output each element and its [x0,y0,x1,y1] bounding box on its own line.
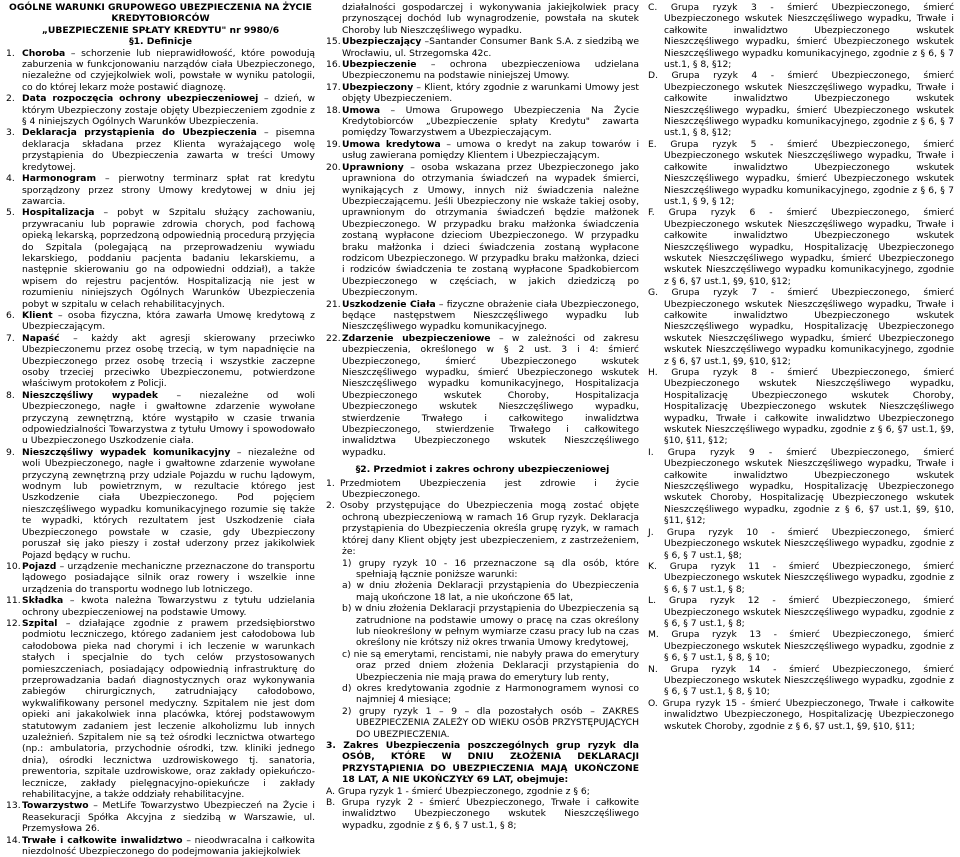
definition-number: 5. [6,207,15,219]
definition-item [326,139,639,162]
column-middle [326,2,640,831]
definition-item [6,447,315,561]
risk-groups-list [326,786,639,832]
definition-term: Ubezpieczenie [342,59,417,71]
scope-subitem: d) okres kredytowania zgodnie z Harmonogramem wynosi co najmniej 4 miesiące; [342,682,639,706]
definition-term: Hospitalizacja [22,207,95,219]
risk-group: D. Grupa ryzyk 4 - śmierć Ubezpieczonego, śmierć Ubezpieczonego wskutek Nieszczęśliwego wypadku, Trwałe i całkowite inwalidztwo Ubezpieczonego wskutek Nieszczęśliwego wypadku, śmierć Ubezpieczonego wskutek Nieszczęśliwego wypadku komunikacyjnego, zgodnie z § 6, § 7 ust.1, § 8, §12; [648,70,954,139]
risk-group: M. Grupa ryzyk 13 - śmierć Ubezpieczonego, śmierć Ubezpieczonego wskutek Nieszczęśliwego wypadku, zgodnie z § 6, § 7 ust.1, § 8, § 10; [648,629,954,664]
definition-term: Zdarzenie ubezpieczeniowe [342,332,491,344]
definition-term: Szpital [22,617,58,629]
column-right [648,2,954,732]
risk-group: C. Grupa ryzyk 3 - śmierć Ubezpieczonego, śmierć Ubezpieczonego wskutek Nieszczęśliwego wypadku, Trwałe i całkowite inwalidztwo Ubezpieczonego wskutek Nieszczęśliwego wypadku, śmierć Ubezpieczonego wskutek Nieszczęśliwego wypadku komunikacyjnego, zgodnie z § 6, § 7 ust.1, § 8, §12; [648,2,954,71]
risk-group: O. Grupa ryzyk 15 - śmierć Ubezpieczonego, Trwałe i całkowite inwalidztwo Ubezpieczonego, Hospitalizację Ubezpieczonego wskutek Choroby, zgodnie z § 6, §7 ust.1, §9, §10, §11; [648,697,954,732]
definition-number: 20. [326,161,341,173]
definition-text: – Umowa Grupowego Ubezpieczenia Na Życie Kredytobiorców „Ubezpieczenie spłaty Kredytu" zawarta pomiędzy Towarzystwem a Ubezpieczającym. [342,104,639,139]
definition-text: – dzień, w którym Ubezpieczony zostaje objęty Ubezpieczeniem zgodnie z § 4 niniejszych Ogólnych Warunków Ubezpieczenia. [22,93,315,128]
definition-item [6,93,315,127]
scope-list [326,478,639,558]
definition-item [326,333,639,458]
scope-item-text: Przedmiotem Ubezpieczenia jest zdrowie i życie Ubezpieczonego. [340,477,639,501]
definition-text: – osoba wskazana przez Ubezpieczonego jako uprawniona do otrzymania świadczeń na wypadek śmierci, wynikających z Umowy, innych niż świadczenia należne Ubezpieczającemu. Jeśli Ubezpieczony nie wskaże takiej osoby, uprawnionym do otrzymania świadczeń będzie małżonek Ubezpieczonego. W przypadku braku małżonka świadczenia zostaną wypłacone dzieciom Ubezpieczonego. W przypadku braku małżonka i dzieci świadczenia zostaną wypłacone rodzicom Ubezpieczonego. W przypadku braku małżonka, dzieci i rodziców świadczenia te zostaną wypłacone Spadkobiercom Ubezpieczonego w częściach, w jakich dziedziczą po Ubezpieczonym. [342,161,639,299]
definition-item [6,835,315,857]
definition-number: 19. [326,138,341,150]
scope-subpoint-2: 2) grupy ryzyk 1 – 9 – dla pozostałych osób – ZAKRES UBEZPIECZENIA ZALEŻY OD WIEKU OSÓB PRZYSTĘPUJĄCYCH DO UBEZPIECZENIA. [342,705,639,740]
definition-term: Umowa kredytowa [342,138,441,150]
definition-number: 7. [6,332,15,344]
definition-term: Pojazd [22,560,57,572]
doc-title-line2: KREDYTOBIORCÓW [111,13,210,25]
scope-item [326,478,639,501]
definition-number: 4. [6,173,15,185]
scope-item [326,500,639,557]
definition-number: 14. [6,834,21,846]
definition-term: Klient [22,309,53,321]
definition-number: 11. [6,595,21,607]
scope-item-text: Osoby przystępujące do Ubezpieczenia mogą zostać objęte ochroną ubezpieczeniową w ramach 16 Grup ryzyk. Deklaracja przystąpienia do Ubezpieczenia określa grupę ryzyk, w ramach której dany Klient objęty jest ubezpieczeniem, z zastrzeżeniem, że: [340,500,639,558]
definition-number: 1. [6,47,15,59]
definition-text: –Santander Consumer Bank S.A. z siedzibą we Wrocławiu, ul. Strzegomska 42c. [342,36,639,59]
definition-text: – urządzenie mechaniczne przeznaczone do transportu lądowego posiadające silnik oraz rowery i wszelkie inne urządzenia do transportu wodnego lub lotniczego. [22,560,315,595]
definition-term: Nieszczęśliwy wypadek [22,389,159,401]
definition-number: 18. [326,104,341,116]
definition-item [326,162,639,299]
definitions-list-cont [326,36,639,458]
definition-number: 9. [6,446,15,458]
definition-term: Ubezpieczony [342,81,414,93]
definition-item [6,618,315,801]
definition-text: – pobyt w Szpitalu służący zachowaniu, przywracaniu lub poprawie zdrowia chorych, pod fachową opieką lekarską, poprzedzoną odpowiednią procedurą przyjęcia do Szpitala (polegającą na przeprowadzeniu wywiadu lekarskiego, poddaniu pacjenta badaniu lekarskiemu, a następnie skierowaniu go na odpowiedni oddział), a także wpisem do rejestru pacjentów. Hospitalizacją nie jest w rozumieniu niniejszych Ogólnych Warunków Ubezpieczenia pobyt w szpitalu w celach rehabilitacyjnych. [22,207,315,310]
definition-term: Uprawniony [342,161,404,173]
definition-item [326,105,639,139]
definition-number: 13. [6,800,21,812]
definition-text: – umowa o kredyt na zakup towarów i usług zawierana pomiędzy Klientem i Ubezpieczającym. [342,138,640,162]
risk-group: I. Grupa ryzyk 9 - śmierć Ubezpieczonego, śmierć Ubezpieczonego wskutek Nieszczęśliwego wypadku, Trwałe i całkowite inwalidztwo Ubezpieczonego wskutek Nieszczęśliwego wypadku, Hospitalizację Ubezpieczonego wskutek Choroby, Hospitalizację Ubezpieczonego wskutek Nieszczęśliwego wypadku, zgodnie z § 6, §7 ust.1, §9, §10, §11, §12; [648,446,954,527]
definition-term: Nieszczęśliwy wypadek komunikacyjny [22,446,231,458]
definition-item [6,390,315,447]
scope-subitem: c) nie są emerytami, rencistami, nie nabyły prawa do emerytury oraz przed dniem złożenia Deklaracji przystąpienia do Ubezpieczenia nie mają prawa do emerytury lub renty, [342,648,639,683]
definition-term: Składka [22,595,64,607]
scope-subitem: b) w dniu złożenia Deklaracji przystąpienia do Ubezpieczenia są zatrudnione na podstawie umowy o pracę na czas określony lub nieokreślony w pełnym wymiarze czasu pracy lub na czas określony nie krótszy niż okres trwania Umowy kredytowej, [342,603,639,649]
definition-item [6,207,315,310]
definition-number: 6. [6,309,15,321]
doc-title-line3: „UBEZPIECZENIE SPŁATY KREDYTU" nr 9980/6 [41,24,280,36]
section-heading-scope: §2. Przedmiot i zakres ochrony ubezpieczeniowej [355,464,610,476]
definition-text: – fizyczne obrażenie ciała Ubezpieczonego, będące następstwem Nieszczęśliwego wypadku lub Nieszczęśliwego wypadku komunikacyjnego. [342,298,639,333]
definition-item [6,310,315,333]
risk-group: E. Grupa ryzyk 5 - śmierć Ubezpieczonego, śmierć Ubezpieczonego wskutek Nieszczęśliwego wypadku, Trwałe i całkowite inwalidztwo Ubezpieczonego wskutek Nieszczęśliwego wypadku, śmierć Ubezpieczonego wskutek Nieszczęśliwego wypadku komunikacyjnego, zgodnie z § 6, § 7 ust.1, § 9, § 12; [648,138,954,207]
definition-text: – pierwotny terminarz spłat rat kredytu sporządzony przez strony Umowy kredytowej w dniu jej zawarcia. [22,173,315,207]
scope-subpoint-1-items [326,580,639,705]
risk-group: B. Grupa ryzyk 2 - śmierć Ubezpieczonego, Trwałe i całkowite inwalidztwo Ubezpieczonego wskutek Nieszczęśliwego wypadku, zgodnie z § 6, § 7 ust.1, § 8; [326,797,639,831]
scope-item-number: 2. [326,500,335,512]
definition-item [6,48,315,94]
definition-item [6,800,315,834]
risk-group: K. Grupa ryzyk 11 - śmierć Ubezpieczonego, śmierć Ubezpieczonego wskutek Nieszczęśliwego wypadku, zgodnie z § 6, § 7 ust.1, § 8; [648,560,954,595]
definition-number: 17. [326,81,341,93]
definition-term: Deklaracja przystąpienia do Ubezpieczenia [22,127,257,139]
definition-number: 8. [6,389,15,401]
definition-text: – każdy akt agresji skierowany przeciwko Ubezpieczonemu przez osobę trzecią, w tym napadnięcie na Ubezpieczonego przez osobę trzecią i wszystkie zaczepne osoby trzeciej przeciwko Ubezpieczonemu, potwierdzone właściwym protokołem z Policji. [22,332,315,390]
definition-continuation: działalności gospodarczej i wykonywania jakiejkolwiek pracy przynoszącej dochód lub wynagrodzenie, powstała na skutek Choroby lub Nieszczęśliwego wypadku. [342,2,639,36]
definition-number: 2. [6,93,15,105]
definition-text: – ochrona ubezpieczeniowa udzielana Ubezpieczonemu na podstawie niniejszej Umowy. [342,59,639,82]
definition-term: Ubezpieczający [342,36,422,48]
definition-term: Umowa [342,104,381,116]
definition-text: – osoba fizyczna, która zawarła Umowę kredytową z Ubezpieczającym. [22,309,315,333]
definition-text: – w zależności od zakresu ubezpieczenia, określonego w § 2 ust. 3 i 4: śmierć Ubezpieczonego, śmierć Ubezpieczonego wskutek Nieszczęśliwego wypadku, śmierć Ubezpieczonego wskutek Nieszczęśliwego wypadku komunikacyjnego, Hospitalizacja Ubezpieczonego wskutek Choroby, Hospitalizacja Ubezpieczonego wskutek Nieszczęśliwego wypadku, stwierdzenie Trwałego i całkowitego inwalidztwa Ubezpieczonego, stwierdzenie Trwałego i całkowitego inwalidztwa Ubezpieczonego wskutek Nieszczęśliwego wypadku. [342,332,639,458]
definition-term: Trwałe i całkowite inwalidztwo [22,834,183,846]
definition-term: Choroba [22,47,66,59]
definition-number: 10. [6,560,21,572]
definition-number: 12. [6,617,21,629]
definitions-list [6,48,315,857]
risk-group: N. Grupa ryzyk 14 - śmierć Ubezpieczonego, śmierć Ubezpieczonego wskutek Nieszczęśliwego wypadku, zgodnie z § 6, § 7 ust.1, § 8, § 10; [648,663,954,698]
risk-group: J. Grupa ryzyk 10 - śmierć Ubezpieczonego, śmierć Ubezpieczonego wskutek Nieszczęśliwego wypadku, zgodnie z § 6, § 7 ust.1, §8; [648,526,954,561]
risk-group: A. Grupa ryzyk 1 - śmierć Ubezpieczonego, zgodnie z § 6; [326,785,590,797]
definition-text: – MetLife Towarzystwo Ubezpieczeń na Życie i Reasekuracji Spółka Akcyjna z siedzibą w Warszawie, ul. Przemysłowa 26. [22,800,315,835]
definition-item [6,127,315,173]
definition-item [326,36,639,59]
definition-text: – niezależne od woli Ubezpieczonego, nagłe i gwałtowne zdarzenie wywołane przyczyną zewnętrzną przy udziale Pojazdu w ruchu lądowym, wodnym lub powietrznym, w rezultacie którego jest Uszkodzenie ciała Ubezpieczonego. Pod pojęciem nieszczęśliwego wypadku komunikacyjnego rozumie się także te wypadki, których rezultatem jest Uszkodzenie ciała Ubezpieczonego powstałe w czasie, gdy Ubezpieczony poruszał się jako pieszy i został uderzony przez jakikolwiek Pojazd będący w ruchu. [22,446,315,561]
definition-item [326,59,639,82]
risk-group: L. Grupa ryzyk 12 - śmierć Ubezpieczonego, śmierć Ubezpieczonego wskutek Nieszczęśliwego wypadku, zgodnie z § 6, § 7 ust.1, § 8; [648,595,954,629]
definition-item [6,173,315,207]
definition-text: – schorzenie lub nieprawidłowość, które powodują zaburzenia w funkcjonowaniu narządów ciała Ubezpieczonego, niezależne od czyjejkolwiek woli, powstałe w wyniku patologii, co do której lekarz może postawić diagnozę. [22,47,315,93]
definition-term: Harmonogram [22,173,97,185]
definition-number: 15. [326,36,341,48]
scope-point-3: 3. Zakres Ubezpieczenia poszczególnych grup ryzyk dla OSÓB, KTÓRE W DNIU ZŁOŻENIA DEKLARACJI PRZYSTĄPIENIA DO UBEZPIECZENIA MAJĄ UKOŃCZONE 18 LAT, A NIE UKOŃCZYŁY 69 LAT, obejmuje: [326,740,639,786]
definition-text: – nieodwracalna i całkowita niezdolność Ubezpieczonego do podejmowania jakiejkolwiek [22,834,315,857]
definition-number: 16. [326,59,341,71]
definition-item [6,595,315,618]
risk-groups-list-cont [648,2,954,732]
scope-subitem: a) w dniu złożenia Deklaracji przystąpienia do Ubezpieczenia mają ukończone 18 lat, a nie ukończone 65 lat, [342,580,639,603]
definition-number: 3. [6,127,15,139]
definition-number: 22. [326,332,341,344]
risk-group: G. Grupa ryzyk 7 - śmierć Ubezpieczonego, śmierć Ubezpieczonego wskutek Nieszczęśliwego wypadku, Trwałe i całkowite inwalidztwo Ubezpieczonego wskutek Nieszczęśliwego wypadku, Hospitalizację Ubezpieczonego wskutek Nieszczęśliwego wypadku, śmierć Ubezpieczonego wskutek Nieszczęśliwego wypadku komunikacyjnego, zgodnie z § 6, §7 ust.1, §9, §10, §12; [648,287,954,367]
definition-term: Uszkodzenie Ciała [342,298,436,310]
definition-text: – działające zgodnie z prawem przedsiębiorstwo podmiotu leczniczego, którego zadaniem jest całodobowa lub całodobowa pieka nad chorymi i ich leczenie w warunkach stałych i specjalnie do tych celów przystosowanych pomieszczeniach, posiadający odpowiednią infrastrukturę do przeprowadzania badań diagnostycznych oraz wykonywania zabiegów chirurgicznych, zatrudniający całodobowo, wykwalifikowany personel medyczny. Szpitalem nie jest dom opieki ani jakakolwiek inna placówka, której podstawowym statutowym zadaniem jest leczenie alkoholizmu lub innych uzależnień. Szpitalem nie są też ośrodki lecznictwa otwartego (np.: ambulatoria, przychodnie ośrodki, tzw. kliniki jednego dnia), ośrodki lecznictwa uzdrowiskowego tj. sanatoria, prewentoria, szpitale uzdrowiskowe, oraz zakłady opiekuńczo-lecznicze, zakłady pielęgnacyjno-opiekuńcze i zakłady rehabilitacyjne, a także oddziały rehabilitacyjne. [22,617,315,801]
risk-group: F. Grupa ryzyk 6 - śmierć Ubezpieczonego, śmierć Ubezpieczonego wskutek Nieszczęśliwego wypadku, Trwałe i całkowite inwalidztwo Ubezpieczonego wskutek Nieszczęśliwego wypadku, Hospitalizację Ubezpieczonego wskutek Nieszczęśliwego wypadku, śmierć Ubezpieczonego wskutek Nieszczęśliwego wypadku komunikacyjnego, zgodnie z § 6, §7 ust.1, §9, §10, §12; [648,207,954,287]
definition-item [326,299,639,333]
definition-text: – pisemna deklaracja składana przez Klienta wyrażającego wolę przystąpienia do Ubezpieczenia zawarta w treści Umowy kredytowej. [22,127,315,173]
definition-item [6,333,315,390]
section-heading-definitions: §1. Definicje [129,36,192,48]
definition-number: 21. [326,298,341,310]
definition-text: – kwota należna Towarzystwu z tytułu udzielania ochrony ubezpieczeniowej na podstawie Umowy. [22,595,315,618]
definition-term: Data rozpoczęcia ochrony ubezpieczeniowej [22,93,259,105]
definition-term: Napaść [22,332,60,344]
column-left [6,2,315,857]
definition-item [326,82,639,105]
doc-title-line1: OGÓLNE WARUNKI GRUPOWEGO UBEZPIECZENIA NA ŻYCIE [9,2,312,13]
scope-subpoint-1: 1) grupy ryzyk 10 - 16 przeznaczone są dla osób, które spełniają łącznie poniższe warunki: [342,557,639,580]
definition-item [6,561,315,595]
definition-text: – niezależne od woli Ubezpieczonego, nagłe i gwałtowne zdarzenie wywołane przyczyną zewnętrzną, które wystąpiło w czasie trwania odpowiedzialności Towarzystwa z tytułu Umowy i spowodowało u Ubezpieczonego Uszkodzenie ciała. [22,389,315,447]
definition-text: – Klient, który zgodnie z warunkami Umowy jest objęty Ubezpieczeniem. [342,81,639,105]
risk-group: H. Grupa ryzyk 8 - śmierć Ubezpieczonego, śmierć Ubezpieczonego wskutek Nieszczęśliwego wypadku, Hospitalizację Ubezpieczonego wskutek Choroby, Hospitalizację Ubezpieczonego wskutek Nieszczęśliwego wypadku, Trwałe i całkowite inwalidztwo Ubezpieczonego wskutek Nieszczęśliwego wypadku, zgodnie z § 6, §7 ust.1, §9, §10, §11, §12; [648,367,954,447]
scope-item-number: 1. [326,477,335,489]
definition-term: Towarzystwo [22,800,89,812]
